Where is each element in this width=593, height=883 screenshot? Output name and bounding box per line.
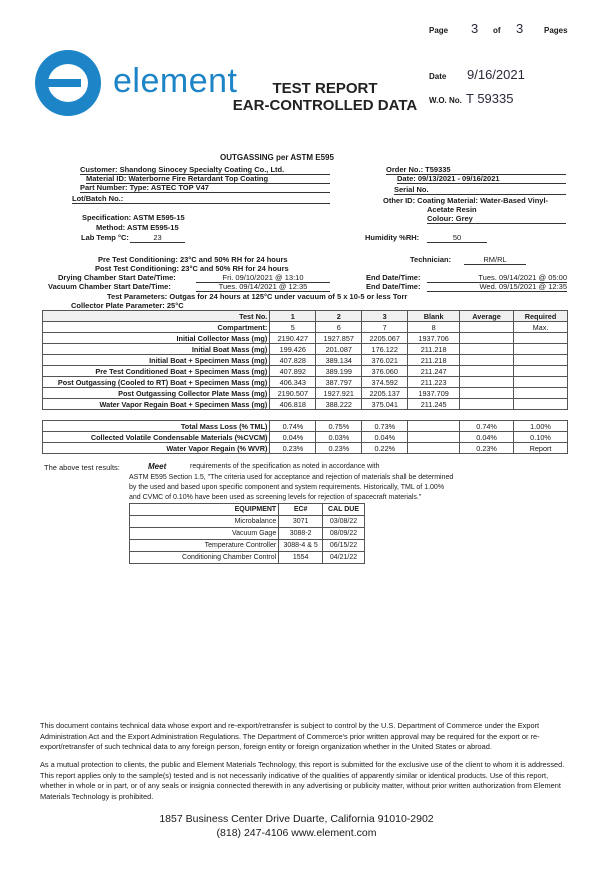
table-cell: Blank [408,311,460,322]
table-cell: 0.22% [362,443,408,454]
equipment-cell: 3088-4 & 5 [279,540,323,552]
order-no: Order No.: T59335 [386,165,566,175]
table-cell: 1937.706 [408,333,460,344]
table-cell: 2205.067 [362,333,408,344]
pages-label: Pages [544,26,568,35]
table-cell: 7 [362,322,408,333]
date-value: 9/16/2021 [467,67,525,82]
serial-no: Serial No. [394,185,566,195]
table-cell: 2190.507 [270,388,316,399]
material-id: Material ID: Waterborne Fire Retardant Top Coating [86,174,330,184]
of-label: of [493,26,501,35]
equipment-row [130,540,365,552]
part-number: Part Number: Type: ASTEC TOP V47 [80,183,330,193]
row-label: Test No. [43,311,270,322]
table-row [43,344,568,355]
colour: Colour: Grey [427,214,566,224]
equipment-name: Vacuum Gage [130,528,279,540]
end-date-value-1: Tues. 09/14/2021 @ 05:00 [427,273,567,283]
table-cell: 211.245 [408,399,460,410]
table-cell: 0.03% [316,432,362,443]
specification: Specification: ASTM E595-15 [82,213,185,222]
vacuum-start-label: Vacuum Chamber Start Date/Time: [48,282,171,291]
equipment-cell: 1554 [279,552,323,564]
summary-table [42,420,568,454]
element-logo-icon [35,50,101,116]
end-date-label-2: End Date/Time: [366,282,421,291]
table-cell [460,377,514,388]
table-cell: 376.060 [362,366,408,377]
humidity-label: Humidity %RH: [365,233,420,242]
brand-name: element [113,62,238,100]
table-cell [460,333,514,344]
row-label: Post Outgassing Collector Plate Mass (mg) [43,388,270,399]
table-row [43,377,568,388]
page-label: Page [429,26,449,35]
table-cell [514,355,568,366]
humidity-value: 50 [427,233,487,243]
table-row [43,333,568,344]
table-cell: 1927.857 [316,333,362,344]
table-cell: 1 [270,311,316,322]
table-cell: 0.74% [270,421,316,432]
equipment-row [130,528,365,540]
equipment-cell: 3071 [279,516,323,528]
drying-start-value: Fri. 09/10/2021 @ 13:10 [196,273,330,283]
equipment-header-row [130,504,365,516]
wo-value: T 59335 [466,91,514,106]
report-title: TEST REPORT [272,80,378,97]
row-label: Water Vapor Regain Boat + Specimen Mass (mg) [43,399,270,410]
table-cell: 0.04% [362,432,408,443]
other-id: Other ID: Coating Material: Water-Based Vinyl- [383,196,549,205]
row-label: Initial Collector Mass (mg) [43,333,270,344]
table-cell [460,388,514,399]
lot-batch: Lot/Batch No.: [72,194,330,204]
table-cell [514,399,568,410]
row-label: Total Mass Loss (% TML) [43,421,270,432]
row-label: Initial Boat + Specimen Mass (mg) [43,355,270,366]
table-cell: 387.797 [316,377,362,388]
row-label: Post Outgassing (Cooled to RT) Boat + Specimen Mass (mg) [43,377,270,388]
table-cell: 1927.921 [316,388,362,399]
table-cell: 199.426 [270,344,316,355]
results-label: The above test results: [44,463,120,472]
table-cell: 389.134 [316,355,362,366]
table-cell [408,443,460,454]
table-cell: 0.23% [460,443,514,454]
page-number: 3 [471,21,479,36]
table-cell: 2205.137 [362,388,408,399]
table-cell: 374.592 [362,377,408,388]
table-row [43,322,568,333]
table-cell: 3 [362,311,408,322]
row-label: Initial Boat Mass (mg) [43,344,270,355]
table-cell: 201.087 [316,344,362,355]
table-cell: 375.041 [362,399,408,410]
lab-temp-value: 23 [130,233,185,243]
table-cell [460,399,514,410]
table-cell [408,432,460,443]
table-cell: 211.247 [408,366,460,377]
table-row [43,399,568,410]
table-cell: 0.04% [460,432,514,443]
equipment-name: Conditioning Chamber Control [130,552,279,564]
equipment-header: CAL DUE [323,504,365,516]
row-label: Compartment: [43,322,270,333]
equipment-cell: 04/21/22 [323,552,365,564]
section-title: OUTGASSING per ASTM E595 [220,153,334,162]
test-parameters: Test Parameters: Outgas for 24 hours at 125°C under vacuum of 5 x 10-5 or less Torr [107,292,408,301]
table-cell: Required [514,311,568,322]
table-cell: 406.818 [270,399,316,410]
equipment-cell: 03/08/22 [323,516,365,528]
table-cell: 2190.427 [270,333,316,344]
table-cell: 0.73% [362,421,408,432]
report-subtitle: EAR-CONTROLLED DATA [232,97,418,114]
table-cell: 1.00% [514,421,568,432]
footer-contact: (818) 247-4106 www.element.com [216,827,377,839]
collector-plate-parameter: Collector Plate Parameter: 25°C [71,301,184,310]
table-cell: Max. [514,322,568,333]
page-total: 3 [516,21,524,36]
table-cell [514,333,568,344]
row-label: Pre Test Conditioned Boat + Specimen Mass (mg) [43,366,270,377]
results-line-2: ASTM E595 Section 1.5, "The criteria used for acceptance and rejection of materials shall be determined [129,474,454,481]
table-cell: 0.75% [316,421,362,432]
technician-value: RM/RL [464,255,526,265]
table-cell [460,366,514,377]
results-verdict: Meet [148,462,167,471]
equipment-name: Microbalance [130,516,279,528]
equipment-row [130,516,365,528]
table-cell: 0.74% [460,421,514,432]
table-cell: 8 [408,322,460,333]
vacuum-start-value: Tues. 09/14/2021 @ 12:35 [196,282,330,292]
end-date-value-2: Wed. 09/15/2021 @ 12:35 [427,282,567,292]
results-line-1: requirements of the specification as noted in accordance with [190,463,380,470]
table-row [43,355,568,366]
wo-label: W.O. No. [429,96,462,105]
export-notice: This document contains technical data whose export and re-export/retransfer is subject to control by the U.S. Department of Commerce under the Export Administration Act and the Export Administration Regulations. The Department of Commerce's prior written approval may be required for the export or re-export/retransfer of such technical data to any foreign person, foreign entity or foreign organization whether in the United States or abroad. [40,721,540,751]
table-cell: 389.199 [316,366,362,377]
table-cell: 407.892 [270,366,316,377]
table-cell: 0.04% [270,432,316,443]
table-cell: 1937.709 [408,388,460,399]
equipment-cell: 3088-2 [279,528,323,540]
table-cell: 406.343 [270,377,316,388]
footer-address: 1857 Business Center Drive Duarte, California 91010-2902 [159,813,434,825]
table-cell [460,322,514,333]
table-cell: Report [514,443,568,454]
table-cell [514,388,568,399]
table-cell: 0.10% [514,432,568,443]
table-row [43,388,568,399]
results-line-4: and CVMC of 0.10% have been used as screening levels for rejection of spacecraft materials." [129,494,422,501]
table-cell: 5 [270,322,316,333]
table-cell: 376.021 [362,355,408,366]
date-label: Date [429,72,447,81]
row-label: Collected Volatile Condensable Materials (%CVCM) [43,432,270,443]
table-cell [514,344,568,355]
summary-row [43,421,568,432]
test-dates: Date: 09/13/2021 - 09/16/2021 [397,174,566,184]
equipment-table [129,503,365,564]
post-test-conditioning: Post Test Conditioning: 23°C and 50% RH for 24 hours [95,264,289,273]
results-line-3: by the used and based upon specific component and system requirements. Historically, TML of 1.00% [129,484,445,491]
table-cell: 388.222 [316,399,362,410]
table-cell: 2 [316,311,362,322]
equipment-row [130,552,365,564]
table-cell [460,344,514,355]
summary-row [43,443,568,454]
outgassing-data-table [42,310,568,410]
table-cell [460,355,514,366]
pre-test-conditioning: Pre Test Conditioning: 23°C and 50% RH for 24 hours [98,255,288,264]
table-cell: Average [460,311,514,322]
equipment-header: EQUIPMENT [130,504,279,516]
table-cell: 211.218 [408,355,460,366]
equipment-name: Temperature Controller [130,540,279,552]
table-cell: 0.23% [316,443,362,454]
drying-start-label: Drying Chamber Start Date/Time: [58,273,176,282]
equipment-header: EC# [279,504,323,516]
table-row [43,366,568,377]
protection-notice: As a mutual protection to clients, the public and Element Materials Technology, this report is submitted for the exclusive use of the client to whom it is addressed. This report applies only to the sample(s) tested and is not necessarily indicative of the qualities of apparently similar or identical products. Use of this report, whether in whole or in part, or of any seals or insignia connected therewith in any advertising or publicity matter, without prior written authorization from Element Materials Technology is prohibited. [40,760,565,801]
equipment-cell: 08/09/22 [323,528,365,540]
table-row [43,311,568,322]
lab-temp-label: Lab Temp °C: [81,233,129,242]
table-cell [514,366,568,377]
summary-row [43,432,568,443]
table-cell: 176.122 [362,344,408,355]
customer: Customer: Shandong Sinocey Specialty Coating Co., Ltd. [80,165,330,175]
table-cell: 211.218 [408,344,460,355]
table-cell [408,421,460,432]
table-cell: 407.828 [270,355,316,366]
technician-label: Technician: [410,255,452,264]
table-cell: 211.223 [408,377,460,388]
table-cell: 0.23% [270,443,316,454]
row-label: Water Vapor Regain (% WVR) [43,443,270,454]
other-id-cont: Acetate Resin [427,205,477,214]
table-cell: 6 [316,322,362,333]
end-date-label-1: End Date/Time: [366,273,421,282]
equipment-cell: 06/15/22 [323,540,365,552]
method: Method: ASTM E595-15 [96,223,179,232]
table-cell [514,377,568,388]
